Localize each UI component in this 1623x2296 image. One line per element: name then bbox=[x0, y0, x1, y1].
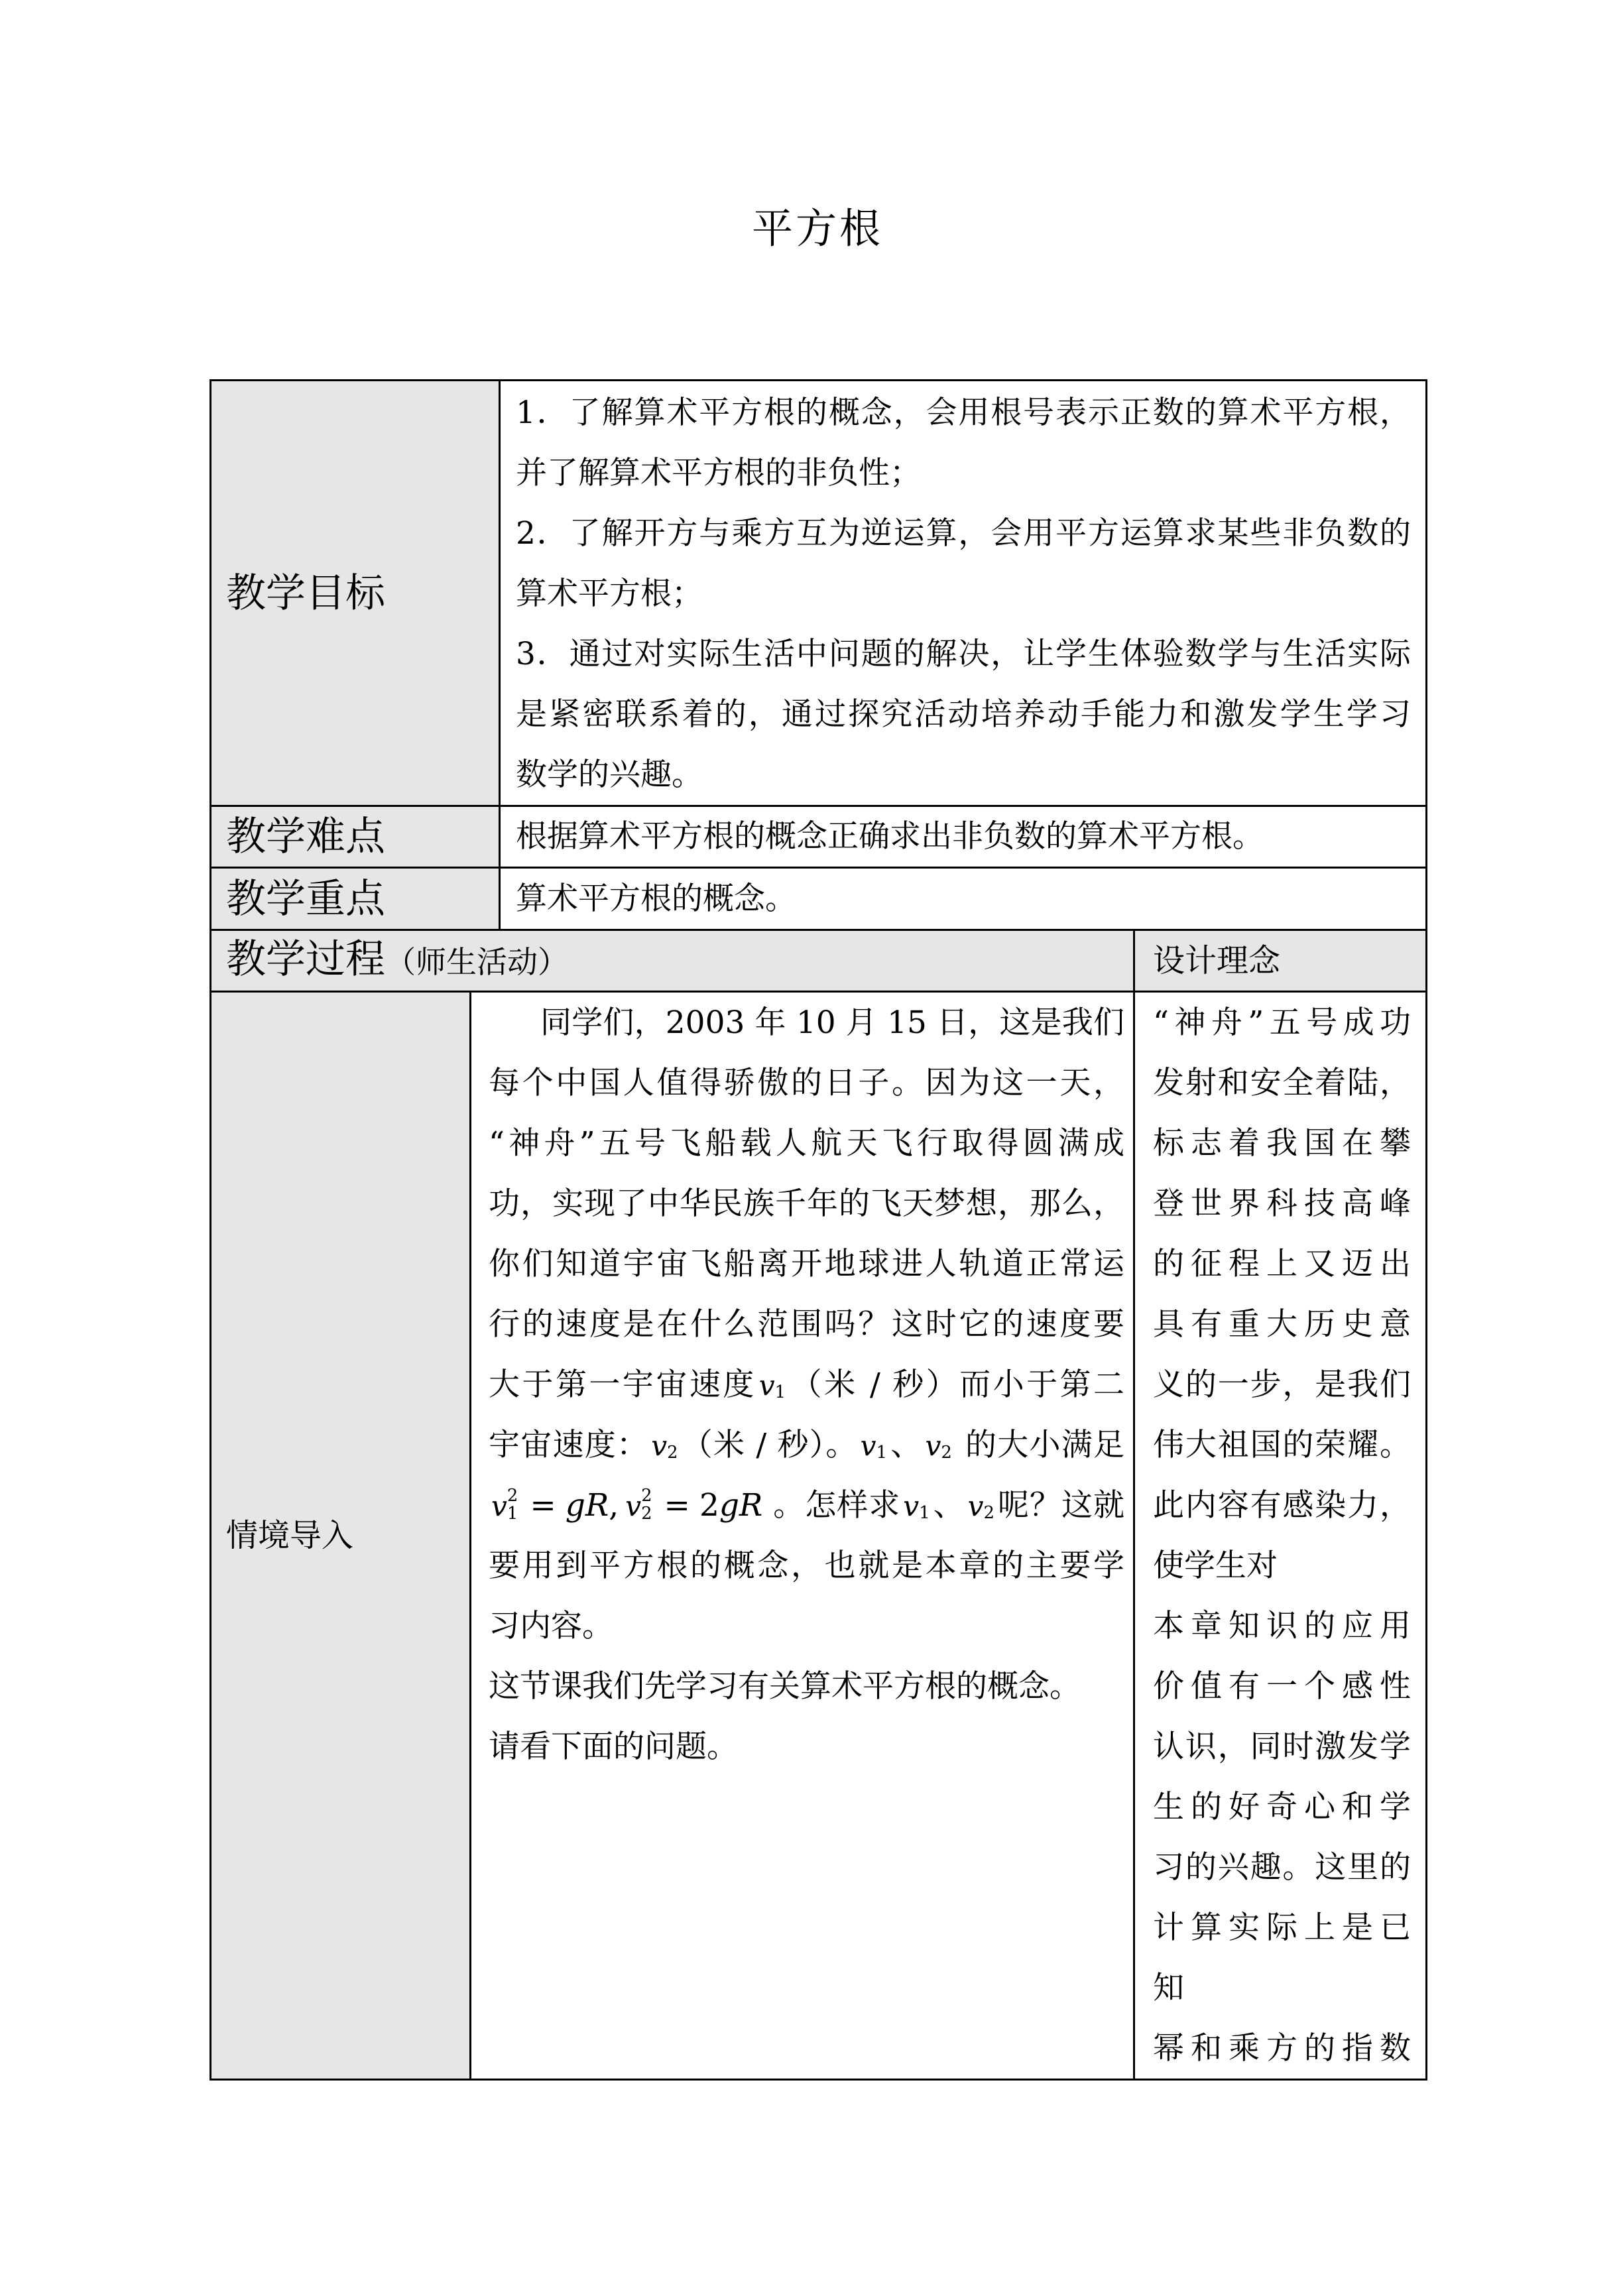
math-comma: , bbox=[609, 1487, 619, 1524]
objective-line: 并了解算术平方根的非负性； bbox=[516, 455, 921, 491]
design-note-line: 价值有一个感性 bbox=[1153, 1668, 1411, 1705]
math-variable: v bbox=[967, 1490, 984, 1522]
intro-line: 每个中国人值得骄傲的日子。因为这一天， bbox=[489, 1065, 1124, 1101]
intro-text: 、 bbox=[932, 1487, 965, 1524]
objective-line: 算术平方根； bbox=[516, 575, 703, 612]
difficulty-text: 根据算术平方根的概念正确求出非负数的算术平方根。 bbox=[500, 806, 1427, 868]
lesson-plan-table bbox=[210, 379, 1427, 2081]
document-title: 平方根 bbox=[751, 204, 883, 253]
design-notes bbox=[1134, 992, 1427, 2080]
objectives-row bbox=[211, 381, 1427, 806]
intro-text: 大于第一宇宙速度 bbox=[489, 1366, 756, 1403]
intro-text: 。怎样求 bbox=[762, 1487, 901, 1524]
intro-line: 要用到平方根的概念，也就是本章的主要学 bbox=[489, 1547, 1124, 1584]
intro-line: “神舟”五号飞船载人航天飞行取得圆满成 bbox=[489, 1125, 1124, 1162]
intro-text: （米 / 秒）。 bbox=[680, 1427, 858, 1463]
objective-line: 是紧密联系着的，通过探究活动培养动手能力和激发学生学习 bbox=[516, 696, 1411, 733]
objective-line: 数学的兴趣。 bbox=[516, 756, 703, 793]
math-subscript: 1 bbox=[919, 1502, 930, 1523]
difficulty-label: 教学难点 bbox=[211, 806, 500, 868]
intro-line: 请看下面的问题。 bbox=[489, 1728, 738, 1765]
math-subscript: 1 bbox=[876, 1442, 888, 1463]
design-note-line: 此内容有感染力， bbox=[1153, 1487, 1411, 1524]
math-subscript: 1 bbox=[507, 1504, 518, 1524]
key-point-label: 教学重点 bbox=[211, 868, 500, 930]
math-expression: gR bbox=[719, 1487, 763, 1524]
intro-text: 呢？这就 bbox=[997, 1487, 1124, 1524]
math-subscript: 2 bbox=[641, 1504, 652, 1524]
math-subscript: 1 bbox=[774, 1382, 786, 1402]
math-subscript: 2 bbox=[941, 1442, 952, 1463]
math-sup-sub bbox=[641, 1487, 652, 1523]
intro-line: 行的速度是在什么范围吗？这时它的速度要 bbox=[489, 1306, 1124, 1343]
intro-line: 同学们，2003 年 10 月 15 日，这是我们 bbox=[540, 1004, 1124, 1041]
math-variable: v bbox=[625, 1490, 642, 1522]
math-sup-sub bbox=[507, 1487, 518, 1523]
intro-label: 情境导入 bbox=[211, 992, 471, 2080]
process-label-note: （师生活动） bbox=[385, 943, 568, 980]
design-note-line: “神舟”五号成功 bbox=[1153, 1004, 1411, 1041]
objectives-content bbox=[500, 381, 1427, 806]
intro-text: 的大小满足 bbox=[954, 1427, 1125, 1463]
intro-content bbox=[471, 992, 1134, 2080]
math-variable: v bbox=[903, 1490, 920, 1522]
intro-text: （米 / 秒）而小于第二 bbox=[788, 1366, 1125, 1403]
math-variable: v bbox=[758, 1369, 775, 1402]
design-header: 设计理念 bbox=[1134, 930, 1427, 992]
math-superscript: 2 bbox=[641, 1485, 652, 1506]
design-note-line: 知 bbox=[1153, 1970, 1184, 2006]
design-note-line: 登世界科技高峰 bbox=[1153, 1185, 1411, 1222]
process-header-row bbox=[211, 930, 1427, 992]
key-point-text: 算术平方根的概念。 bbox=[500, 868, 1427, 930]
intro-line: 这节课我们先学习有关算术平方根的概念。 bbox=[489, 1668, 1081, 1705]
difficulty-row bbox=[211, 806, 1427, 868]
intro-text: 、 bbox=[890, 1427, 923, 1463]
design-note-line: 习的兴趣。这里的 bbox=[1153, 1849, 1411, 1886]
math-variable: v bbox=[491, 1490, 507, 1522]
design-note-line: 认识，同时激发学 bbox=[1153, 1728, 1411, 1765]
design-note-line: 幂和乘方的指数 bbox=[1153, 2030, 1411, 2067]
math-equals: = bbox=[530, 1487, 556, 1524]
math-variable: v bbox=[925, 1429, 941, 1462]
math-subscript: 2 bbox=[983, 1502, 994, 1523]
design-note-line: 生的好奇心和学 bbox=[1153, 1789, 1411, 1825]
objectives-label: 教学目标 bbox=[211, 381, 500, 806]
intro-line: 习内容。 bbox=[489, 1608, 613, 1644]
intro-line-math bbox=[489, 1475, 1124, 1536]
design-note-line: 计算实际上是已 bbox=[1153, 1909, 1411, 1946]
process-header bbox=[211, 930, 1134, 992]
math-coefficient: 2 bbox=[699, 1487, 719, 1524]
intro-line-math bbox=[489, 1355, 1124, 1415]
intro-line: 你们知道宇宙飞船离开地球进人轨道正常运 bbox=[489, 1246, 1124, 1282]
intro-line-math bbox=[489, 1415, 1124, 1475]
design-note-line: 使学生对 bbox=[1153, 1547, 1278, 1584]
process-label: 教学过程 bbox=[226, 936, 385, 983]
intro-line: 功，实现了中华民族千年的飞天梦想，那么， bbox=[489, 1185, 1124, 1222]
key-point-row bbox=[211, 868, 1427, 930]
design-note-line: 发射和安全着陆， bbox=[1153, 1065, 1411, 1101]
design-note-line: 义的一步，是我们 bbox=[1153, 1366, 1411, 1403]
intro-row bbox=[211, 992, 1427, 2080]
math-variable: v bbox=[860, 1429, 876, 1462]
intro-text: 宇宙速度： bbox=[489, 1427, 649, 1463]
design-note-line: 本章知识的应用 bbox=[1153, 1608, 1411, 1644]
objective-line: 1．了解算术平方根的概念，会用根号表示正数的算术平方根， bbox=[516, 394, 1411, 431]
math-expression: gR bbox=[565, 1487, 609, 1524]
math-subscript: 2 bbox=[667, 1442, 678, 1463]
math-equals: = bbox=[664, 1487, 690, 1524]
objective-line: 3．通过对实际生活中问题的解决，让学生体验数学与生活实际 bbox=[516, 636, 1411, 672]
design-note-line: 标志着我国在攀 bbox=[1153, 1125, 1411, 1162]
objective-line: 2．了解开方与乘方互为逆运算，会用平方运算求某些非负数的 bbox=[516, 515, 1411, 552]
math-variable: v bbox=[651, 1429, 668, 1462]
design-note-line: 具有重大历史意 bbox=[1153, 1306, 1411, 1343]
design-note-line: 伟大祖国的荣耀。 bbox=[1153, 1427, 1411, 1463]
math-superscript: 2 bbox=[507, 1485, 518, 1506]
design-note-line: 的征程上又迈出 bbox=[1153, 1246, 1411, 1282]
